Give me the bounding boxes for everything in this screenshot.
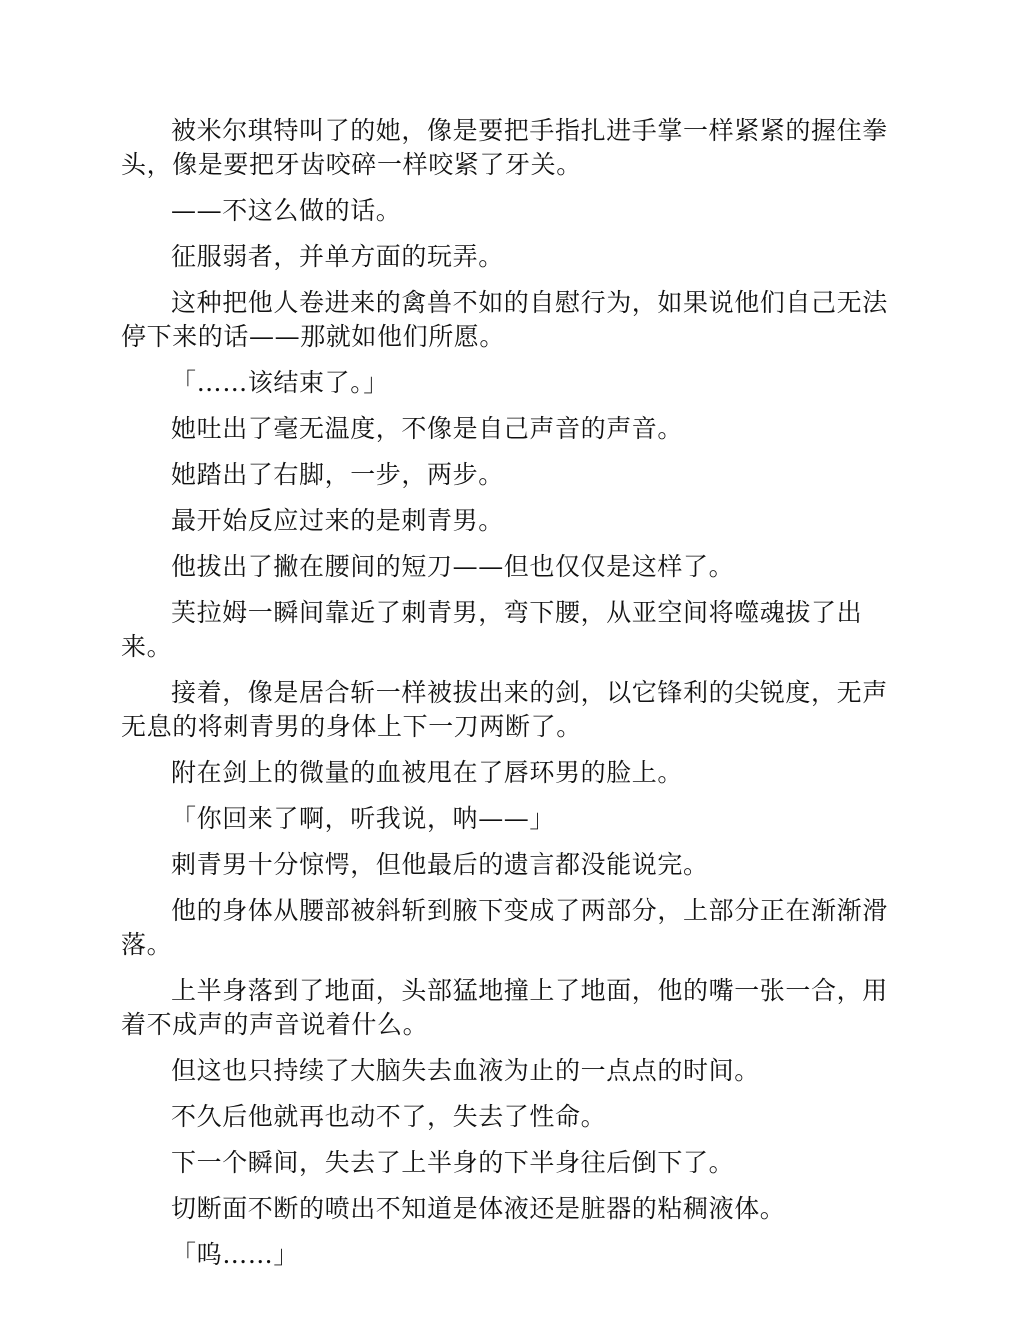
paragraph: 下一个瞬间，失去了上半身的下半身往后倒下了。	[171, 1148, 735, 1177]
paragraph: 但这也只持续了大脑失去血液为止的一点点的时间。	[171, 1056, 760, 1085]
paragraph: 她踏出了右脚，一步，两步。	[171, 460, 504, 489]
paragraph: 「呜……」	[171, 1240, 300, 1269]
paragraph: 最开始反应过来的是刺青男。	[171, 506, 504, 535]
body-text	[121, 114, 899, 1284]
paragraph: 切断面不断的喷出不知道是体液还是脏器的粘稠液体。	[171, 1194, 786, 1223]
paragraph: 上半身落到了地面，头部猛地撞上了地面，他的嘴一张一合，用着不成声的声音说着什么。	[121, 976, 888, 1039]
paragraph: 他拔出了撇在腰间的短刀——但也仅仅是这样了。	[171, 552, 735, 581]
paragraph: 刺青男十分惊愕，但他最后的遗言都没能说完。	[171, 850, 709, 879]
paragraph: 他的身体从腰部被斜斩到腋下变成了两部分，上部分正在渐渐滑落。	[121, 896, 888, 959]
paragraph: 「……该结束了。」	[171, 368, 389, 397]
paragraph: 征服弱者，并单方面的玩弄。	[171, 242, 504, 271]
paragraph: 被米尔琪特叫了的她，像是要把手指扎进手掌一样紧紧的握住拳头，像是要把牙齿咬碎一样咬紧了牙关。	[121, 116, 888, 179]
paragraph: 这种把他人卷进来的禽兽不如的自慰行为，如果说他们自己无法停下来的话——那就如他们所愿。	[121, 288, 888, 351]
paragraph: ——不这么做的话。	[171, 196, 402, 225]
paragraph: 附在剑上的微量的血被甩在了唇环男的脸上。	[171, 758, 684, 787]
paragraph: 「你回来了啊，听我说，呐——」	[171, 804, 556, 833]
paragraph: 芙拉姆一瞬间靠近了刺青男，弯下腰，从亚空间将噬魂拔了出来。	[121, 598, 863, 661]
paragraph: 她吐出了毫无温度，不像是自己声音的声音。	[171, 414, 684, 443]
paragraph: 接着，像是居合斩一样被拔出来的剑，以它锋利的尖锐度，无声无息的将刺青男的身体上下一刀两断了。	[121, 678, 888, 741]
paragraph: 不久后他就再也动不了，失去了性命。	[171, 1102, 607, 1131]
